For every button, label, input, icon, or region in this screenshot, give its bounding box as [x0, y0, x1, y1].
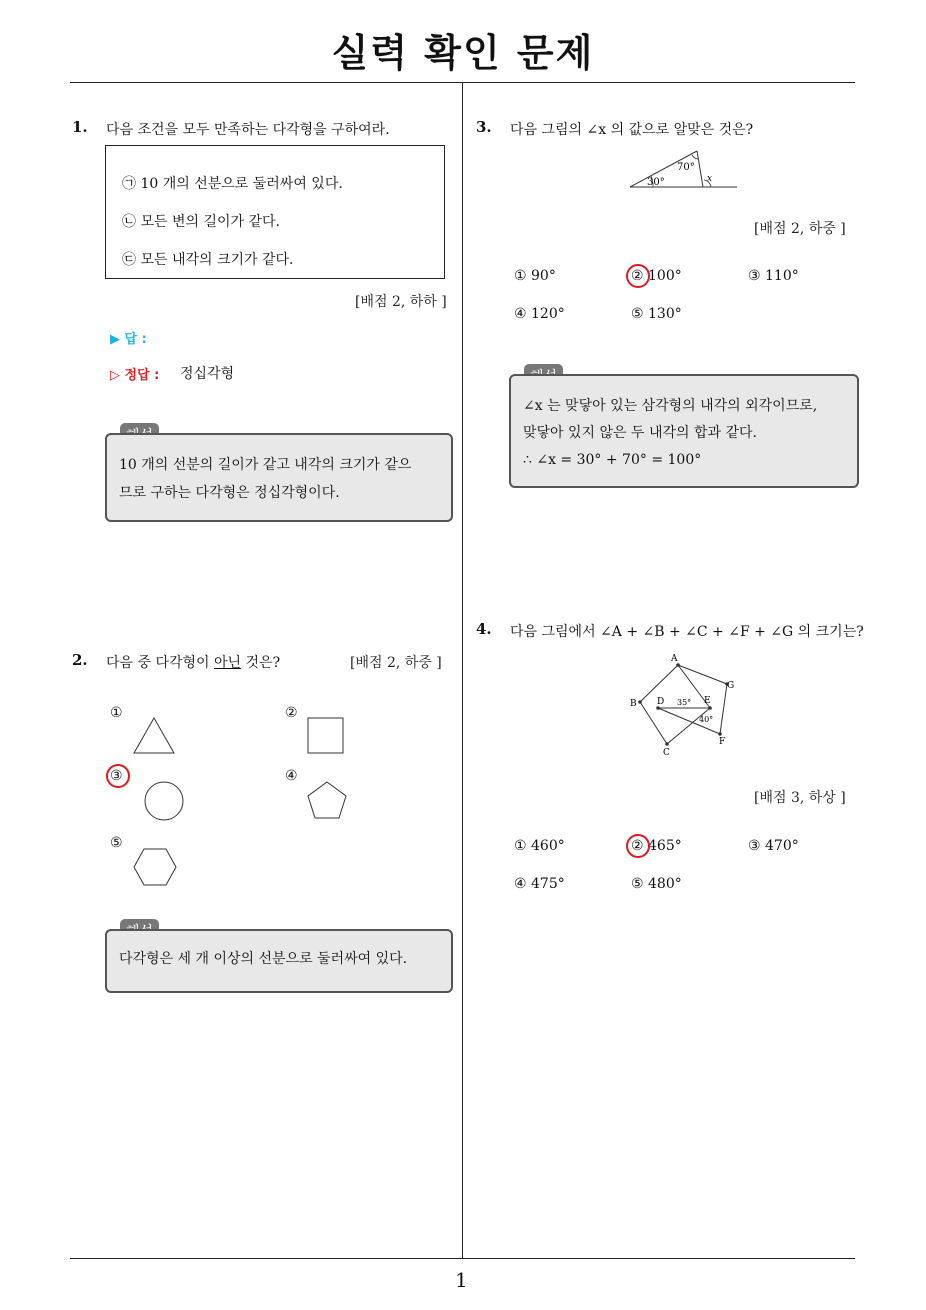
angle-label-70: 70° [677, 162, 695, 173]
score-label: [배점 2, 하중 ] [754, 221, 846, 237]
choice-2: ② 465° [631, 838, 682, 854]
angle-label-x: x [707, 174, 713, 184]
vertex-label-c: C [663, 748, 670, 758]
choice-3: ③ 110° [748, 268, 799, 284]
explanation-box [105, 929, 453, 993]
question-text: 다음 중 다각형이 아닌 것은? [106, 655, 281, 671]
condition-1: ㉠ 10 개의 선분으로 둘러싸여 있다. [122, 176, 343, 192]
choice-1: ① 460° [514, 838, 565, 854]
angle-label-30: 30° [647, 177, 665, 188]
question-number: 3. [476, 118, 492, 136]
choice-1: ① 90° [514, 268, 556, 284]
square-icon [306, 716, 346, 756]
question-number: 2. [72, 651, 88, 669]
correct-answer-value: 정십각형 [180, 366, 235, 382]
pentagon-icon [306, 780, 348, 820]
correct-answer-label: ▷ 정답 : [110, 368, 160, 383]
choice-label-1: ① [110, 705, 123, 721]
bottom-rule [70, 1258, 855, 1259]
column-divider [462, 83, 463, 1258]
vertex-label-g: G [727, 681, 735, 691]
selected-mark [106, 764, 130, 788]
explanation-box [509, 374, 859, 488]
choice-4: ④ 475° [514, 876, 565, 892]
explanation-line-1: ∠x 는 맞닿아 있는 삼각형의 내각의 외각이므로, [523, 398, 818, 414]
choice-4: ④ 120° [514, 306, 565, 322]
hexagon-icon [132, 847, 178, 887]
selected-mark [626, 264, 650, 288]
condition-2: ㉡ 모든 변의 길이가 같다. [122, 214, 280, 230]
vertex-label-f: F [719, 737, 726, 747]
triangle-icon [132, 716, 176, 756]
selected-mark [626, 834, 650, 858]
choice-label-5: ⑤ [110, 835, 123, 851]
choice-5: ⑤ 130° [631, 306, 682, 322]
explanation-line-3: ∴ ∠x = 30° + 70° = 100° [523, 452, 702, 468]
score-label: [배점 2, 하하 ] [355, 294, 447, 310]
explanation-box [105, 433, 453, 522]
question-text: 다음 그림에서 ∠A + ∠B + ∠C + ∠F + ∠G 의 크기는? [510, 624, 864, 640]
question-text: 다음 조건을 모두 만족하는 다각형을 구하여라. [106, 122, 390, 138]
angle-label-35: 35° [677, 698, 692, 707]
question-number: 1. [72, 118, 88, 136]
condition-3: ㉢ 모든 내각의 크기가 같다. [122, 252, 294, 268]
score-label: [배점 2, 하중 ] [350, 655, 442, 671]
explanation-line-2: 므로 구하는 다각형은 정십각형이다. [119, 485, 340, 501]
question-text: 다음 그림의 ∠x 의 값으로 알맞은 것은? [510, 122, 754, 138]
question-number: 4. [476, 620, 492, 638]
angle-label-40: 40° [699, 715, 714, 724]
page-number: 1 [455, 1268, 468, 1292]
vertex-label-e: E [704, 696, 711, 706]
angle-figure [625, 148, 740, 192]
choice-3: ③ 470° [748, 838, 799, 854]
choice-label-3: ③ [110, 768, 123, 784]
vertex-label-a: A [671, 654, 678, 664]
choice-label-4: ④ [285, 768, 298, 784]
explanation-line: 다각형은 세 개 이상의 선분으로 둘러싸여 있다. [119, 951, 408, 967]
choice-2: ② 100° [631, 268, 682, 284]
page-title: 실력 확인 문제 [331, 31, 595, 75]
choice-5: ⑤ 480° [631, 876, 682, 892]
vertex-label-b: B [630, 699, 637, 709]
explanation-line-1: 10 개의 선분의 길이가 같고 내각의 크기가 같으 [119, 457, 412, 473]
conditions-box [105, 145, 445, 279]
choice-label-2: ② [285, 705, 298, 721]
circle-icon [143, 780, 185, 822]
score-label: [배점 3, 하상 ] [754, 790, 846, 806]
vertex-label-d: D [657, 697, 665, 707]
star-polygon-figure [628, 650, 743, 760]
answer-label: ▶ 답 : [110, 332, 147, 347]
explanation-line-2: 맞닿아 있지 않은 두 내각의 합과 같다. [523, 425, 758, 441]
